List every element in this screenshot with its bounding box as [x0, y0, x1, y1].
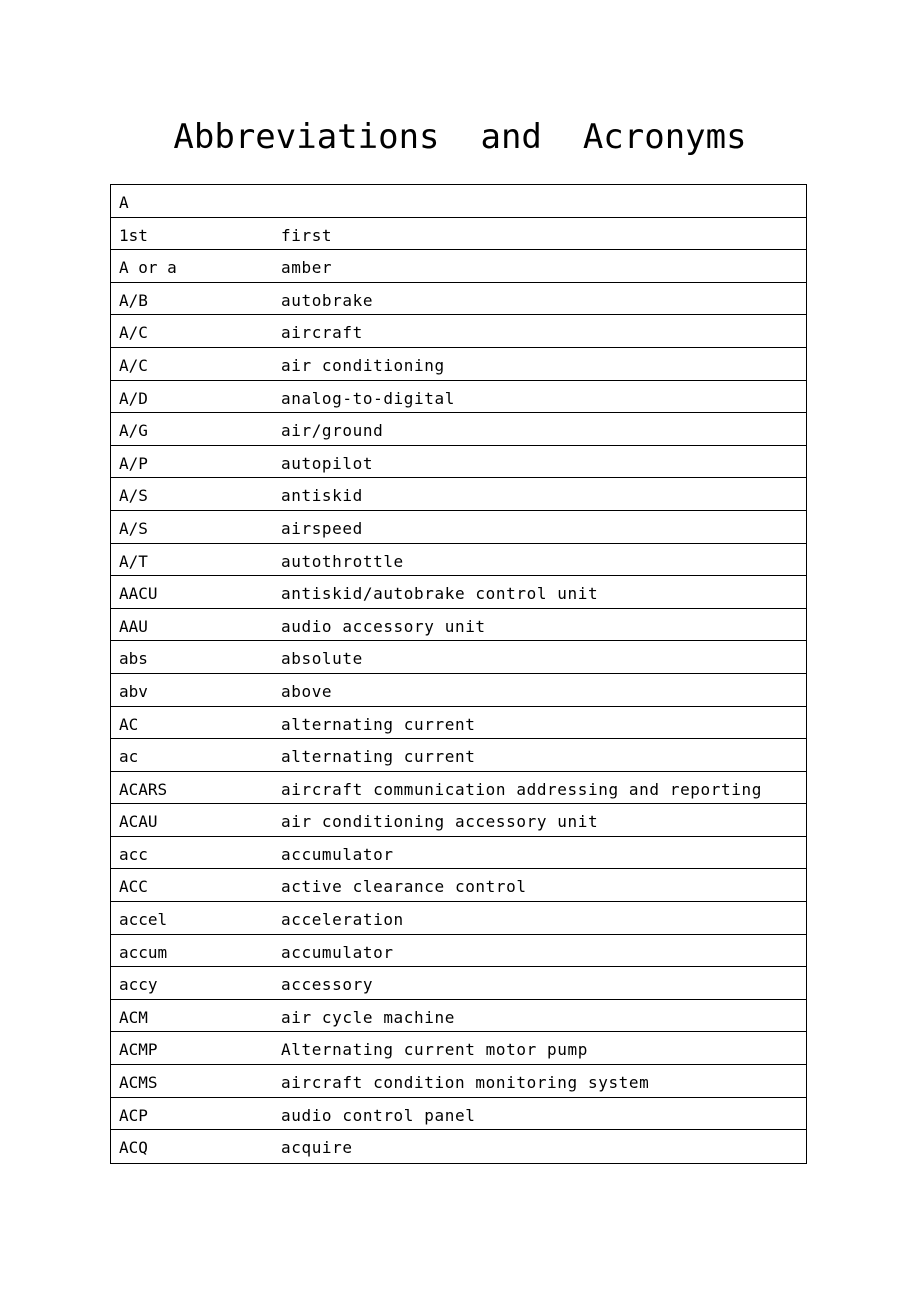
- abbreviation-cell: AACU: [119, 584, 158, 604]
- definition-cell: air conditioning: [281, 355, 445, 375]
- definition-cell: audio control panel: [281, 1105, 476, 1125]
- abbreviation-cell: abs: [119, 649, 148, 669]
- abbreviation-cell: A/D: [119, 388, 148, 408]
- abbreviation-cell: AC: [119, 714, 139, 734]
- abbreviation-cell: ACARS: [119, 779, 168, 799]
- definition-cell: aircraft condition monitoring system: [281, 1073, 650, 1093]
- table-row: [111, 772, 806, 805]
- abbreviation-cell: A or a: [119, 258, 177, 278]
- abbreviation-cell: AAU: [119, 616, 148, 636]
- definition-cell: antiskid/autobrake control unit: [281, 584, 599, 604]
- abbreviation-cell: accel: [119, 910, 168, 930]
- table-row: [111, 837, 806, 870]
- definition-cell: analog-to-digital: [281, 388, 455, 408]
- abbreviation-cell: ACC: [119, 877, 148, 897]
- definition-cell: accumulator: [281, 844, 394, 864]
- table-row: [111, 381, 806, 414]
- table-row: [111, 478, 806, 511]
- definition-cell: Alternating current motor pump: [281, 1040, 588, 1060]
- definition-cell: air cycle machine: [281, 1007, 455, 1027]
- definition-cell: active clearance control: [281, 877, 527, 897]
- table-row: [111, 348, 806, 381]
- definition-cell: amber: [281, 258, 333, 278]
- abbreviation-cell: ACM: [119, 1007, 148, 1027]
- definition-cell: above: [281, 681, 333, 701]
- table-row: [111, 869, 806, 902]
- abbreviation-cell: abv: [119, 681, 148, 701]
- definition-cell: accessory: [281, 975, 374, 995]
- definition-cell: autopilot: [281, 453, 374, 473]
- abbreviation-cell: accy: [119, 975, 158, 995]
- definition-cell: absolute: [281, 649, 363, 669]
- definition-cell: air/ground: [281, 421, 384, 441]
- table-row: [111, 967, 806, 1000]
- abbreviation-cell: ac: [119, 747, 139, 767]
- abbreviation-cell: A/C: [119, 355, 148, 375]
- table-row: [111, 544, 806, 577]
- table-row: [111, 315, 806, 348]
- section-letter: A: [119, 193, 129, 212]
- abbreviation-cell: A/S: [119, 486, 148, 506]
- table-row: [111, 511, 806, 544]
- definition-cell: aircraft communication addressing and reporting: [281, 779, 762, 799]
- definition-cell: first: [281, 225, 333, 245]
- definition-cell: airspeed: [281, 518, 363, 538]
- definition-cell: acquire: [281, 1138, 353, 1158]
- definition-cell: air conditioning accessory unit: [281, 812, 599, 832]
- definition-cell: autothrottle: [281, 551, 404, 571]
- table-row: [111, 902, 806, 935]
- table-row: [111, 446, 806, 479]
- table-row: [111, 283, 806, 316]
- abbreviation-cell: A/B: [119, 290, 148, 310]
- abbreviation-cell: A/P: [119, 453, 148, 473]
- abbreviation-cell: A/G: [119, 421, 148, 441]
- abbreviation-cell: A/C: [119, 323, 148, 343]
- definition-cell: aircraft: [281, 323, 363, 343]
- definition-cell: alternating current: [281, 747, 476, 767]
- abbreviation-cell: ACMS: [119, 1073, 158, 1093]
- abbreviations-table: [110, 184, 807, 1164]
- table-row: [111, 218, 806, 251]
- abbreviation-cell: ACQ: [119, 1138, 148, 1158]
- table-row: [111, 804, 806, 837]
- definition-cell: audio accessory unit: [281, 616, 486, 636]
- table-row: [111, 250, 806, 283]
- definition-cell: acceleration: [281, 910, 404, 930]
- table-row: [111, 413, 806, 446]
- table-row: [111, 935, 806, 968]
- table-row: [111, 739, 806, 772]
- table-row: [111, 1000, 806, 1033]
- table-row: [111, 1098, 806, 1131]
- table-row: [111, 707, 806, 740]
- abbreviation-cell: A/S: [119, 518, 148, 538]
- page-title: Abbreviations and Acronyms: [173, 117, 747, 157]
- abbreviation-cell: 1st: [119, 225, 148, 245]
- abbreviation-cell: A/T: [119, 551, 148, 571]
- table-row: [111, 641, 806, 674]
- table-row: [111, 1130, 806, 1163]
- table-row: [111, 1065, 806, 1098]
- abbreviation-cell: ACP: [119, 1105, 148, 1125]
- table-row: [111, 674, 806, 707]
- definition-cell: alternating current: [281, 714, 476, 734]
- definition-cell: autobrake: [281, 290, 374, 310]
- table-row: [111, 609, 806, 642]
- table-row: [111, 1032, 806, 1065]
- abbreviation-cell: accum: [119, 942, 168, 962]
- table-row: [111, 576, 806, 609]
- abbreviation-cell: acc: [119, 844, 148, 864]
- section-header-row: [111, 185, 806, 218]
- definition-cell: antiskid: [281, 486, 363, 506]
- definition-cell: accumulator: [281, 942, 394, 962]
- abbreviation-cell: ACMP: [119, 1040, 158, 1060]
- abbreviation-cell: ACAU: [119, 812, 158, 832]
